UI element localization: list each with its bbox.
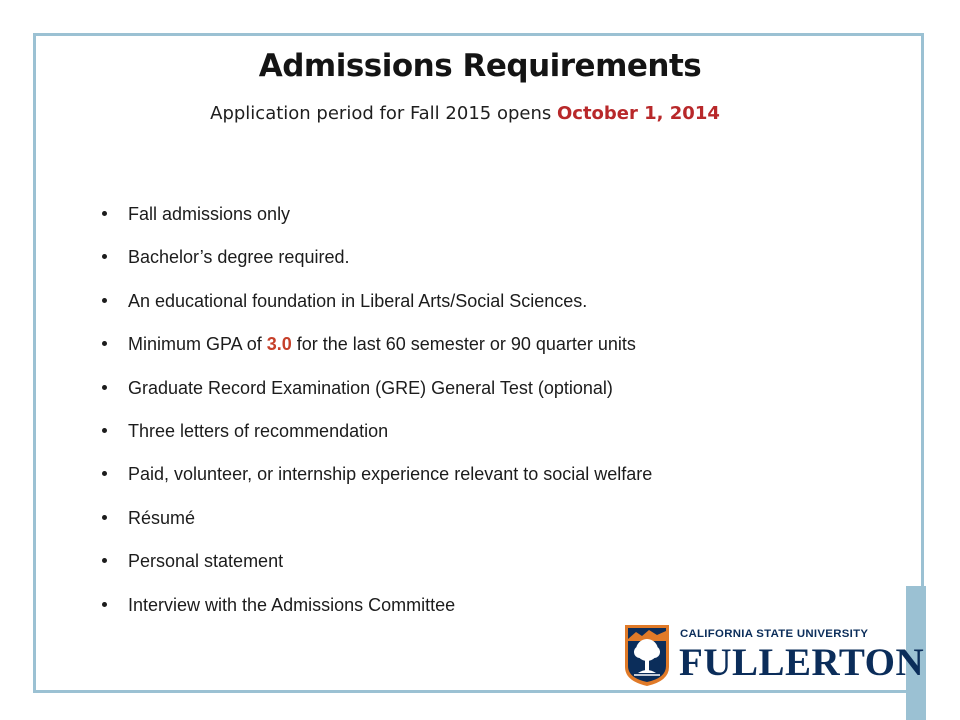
subtitle-text: Application period for Fall 2015 opens	[210, 103, 557, 124]
list-item: Three letters of recommendation	[102, 417, 862, 460]
slide-subtitle	[0, 103, 930, 124]
list-item: Interview with the Admissions Committee	[102, 591, 862, 634]
list-item: Graduate Record Examination (GRE) General Test (optional)	[102, 374, 862, 417]
bullet-icon	[102, 385, 107, 390]
bullet-icon	[102, 602, 107, 607]
university-logo	[624, 623, 925, 687]
bullet-icon	[102, 428, 107, 433]
bullet-icon	[102, 298, 107, 303]
list-item: Résumé	[102, 504, 862, 547]
list-item: Paid, volunteer, or internship experience relevant to social welfare	[102, 460, 862, 503]
list-item: Bachelor’s degree required.	[102, 243, 862, 286]
list-item: Personal statement	[102, 547, 862, 590]
list-item: Minimum GPA of 3.0 for the last 60 semester or 90 quarter units	[102, 330, 862, 373]
slide-title: Admissions Requirements	[258, 48, 702, 84]
gpa-value: 3.0	[266, 334, 292, 355]
list-item: An educational foundation in Liberal Arts/Social Sciences.	[102, 287, 862, 330]
bullet-icon	[102, 558, 107, 563]
requirements-list	[102, 200, 862, 634]
bullet-icon	[102, 341, 107, 346]
bullet-icon	[102, 254, 107, 259]
university-seal-tree-icon	[624, 623, 670, 687]
subtitle-date: October 1, 2014	[556, 103, 720, 124]
logo-university-name: CALIFORNIA STATE UNIVERSITY	[680, 628, 869, 640]
bullet-icon	[102, 515, 107, 520]
list-item: Fall admissions only	[102, 200, 862, 243]
bullet-icon	[102, 471, 107, 476]
bullet-icon	[102, 211, 107, 216]
logo-campus-name: FULLERTON	[679, 641, 925, 684]
